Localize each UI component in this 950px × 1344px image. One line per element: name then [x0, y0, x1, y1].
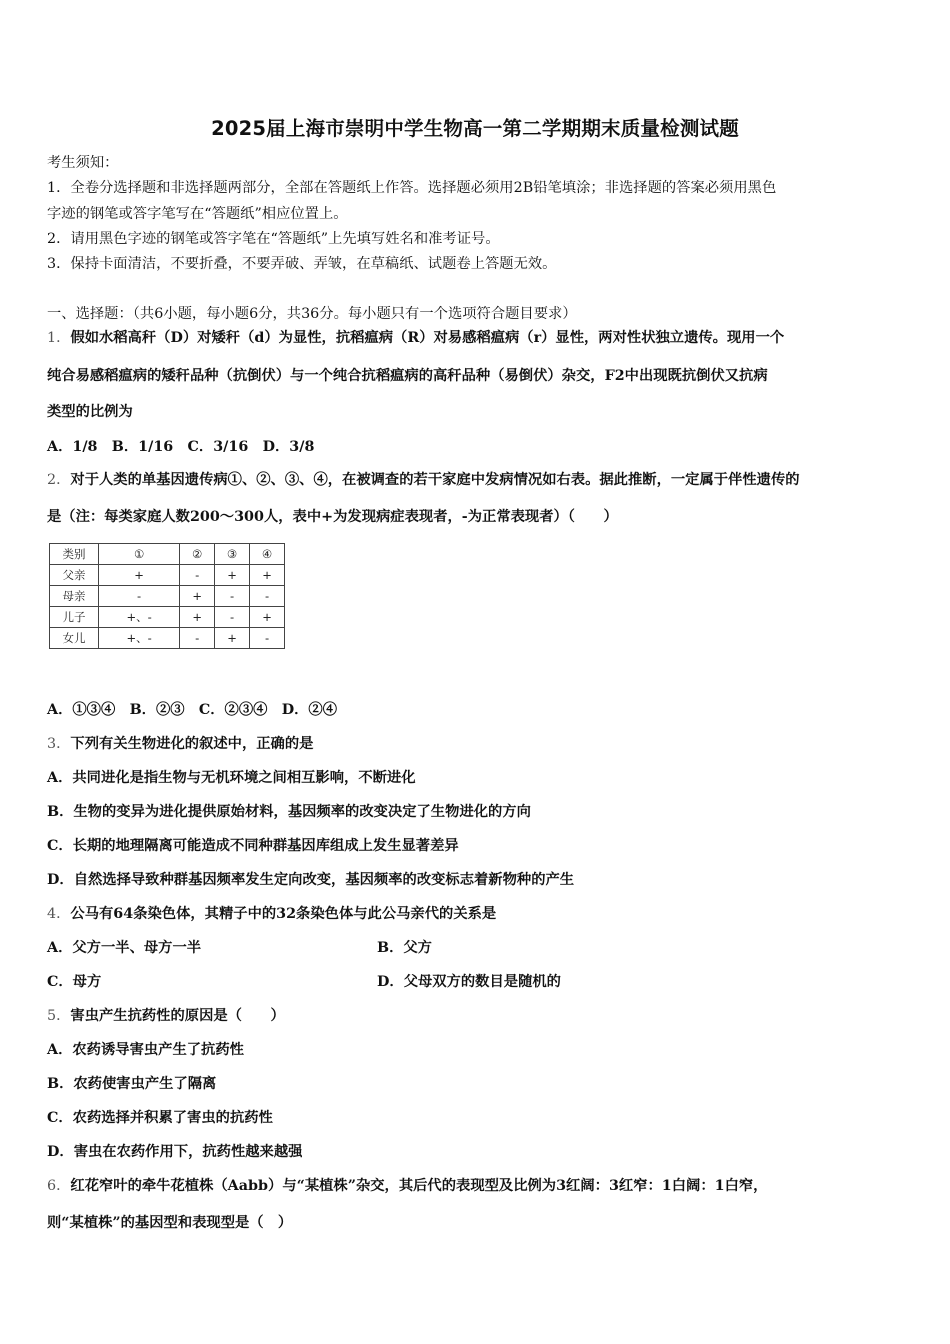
table-header-cell: ③	[215, 544, 250, 565]
table-cell: -	[180, 565, 215, 586]
table-cell: 母亲	[50, 586, 99, 607]
table-cell: +	[250, 607, 285, 628]
answer-options: A．1/8 B．1/16 C．3/16 D．3/8	[47, 439, 315, 455]
question-stem: 下列有关生物进化的叙述中，正确的是	[70, 736, 314, 752]
table-row	[50, 628, 285, 649]
question-3	[47, 733, 313, 753]
answer-option: A．父方一半、母方一半	[47, 940, 202, 956]
question-stem: 纯合易感稻瘟病的矮秆品种（抗倒伏）与一个纯合抗稻瘟病的高秆品种（易倒伏）杂交，F2中出现既抗倒伏又抗病	[47, 368, 768, 384]
table-cell: +、-	[99, 628, 180, 649]
notice-line: 字迹的钢笔或答字笔写在“答题纸”相应位置上。	[47, 206, 348, 222]
table-cell: +	[99, 565, 180, 586]
question-number: 6．	[47, 1178, 71, 1194]
notice-line: 3．保持卡面清洁，不要折叠，不要弄破、弄皱，在草稿纸、试题卷上答题无效。	[47, 256, 557, 272]
table-cell: 儿子	[50, 607, 99, 628]
table-row	[50, 586, 285, 607]
table-header-cell: ①	[99, 544, 180, 565]
question-stem: 假如水稻高秆（D）对矮秆（d）为显性，抗稻瘟病（R）对易感稻瘟病（r）显性，两对性状独立遗传。现用一个	[70, 330, 785, 346]
page-title: 2025届上海市崇明中学生物高一第二学期期末质量检测试题	[211, 117, 739, 140]
table-cell: -	[250, 586, 285, 607]
question-number: 2．	[47, 472, 71, 488]
notice-heading: 考生须知：	[47, 155, 119, 171]
table-cell: +	[180, 586, 215, 607]
question-number: 4．	[47, 906, 71, 922]
table-header-row	[50, 544, 285, 565]
answer-options: A．①③④ B．②③ C．②③④ D．②④	[47, 702, 337, 718]
question-stem: 害虫产生抗药性的原因是（ ）	[70, 1008, 285, 1024]
table-cell: +	[180, 607, 215, 628]
question-stem: 是（注：每类家庭人数200～300人，表中+为发现病症表现者，-为正常表现者）（ ）	[47, 509, 618, 525]
table-cell: +	[215, 565, 250, 586]
answer-option: D．自然选择导致种群基因频率发生定向改变，基因频率的改变标志着新物种的产生	[47, 872, 575, 888]
answer-option: D．父母双方的数目是随机的	[377, 974, 561, 990]
answer-option: C．母方	[47, 974, 102, 990]
question-2	[47, 469, 800, 489]
table-header-cell: ④	[250, 544, 285, 565]
question-5	[47, 1005, 285, 1025]
question-6	[47, 1175, 767, 1195]
table-header-cell: ②	[180, 544, 215, 565]
answer-option: C．长期的地理隔离可能造成不同种群基因库组成上发生显著差异	[47, 838, 459, 854]
answer-option: A．共同进化是指生物与无机环境之间相互影响，不断进化	[47, 770, 416, 786]
notice-line: 1．全卷分选择题和非选择题两部分，全部在答题纸上作答。选择题必须用2B铅笔填涂；非选择题的答案必须用黑色	[47, 180, 777, 196]
answer-option: D．害虫在农药作用下，抗药性越来越强	[47, 1144, 303, 1160]
question-stem: 公马有64条染色体，其精子中的32条染色体与此公马亲代的关系是	[70, 906, 497, 922]
table-cell: -	[215, 586, 250, 607]
question-stem: 对于人类的单基因遗传病①、②、③、④，在被调查的若干家庭中发病情况如右表。据此推断，一定属于伴性遗传的	[70, 472, 800, 488]
table-cell: -	[250, 628, 285, 649]
table-cell: -	[180, 628, 215, 649]
answer-option: B．父方	[377, 940, 432, 956]
table-row	[50, 565, 285, 586]
section-heading: 一、选择题：（共6小题，每小题6分，共36分。每小题只有一个选项符合题目要求）	[47, 306, 577, 322]
table-row	[50, 607, 285, 628]
question-stem: 则“某植株”的基因型和表现型是（ ）	[47, 1215, 293, 1231]
question-stem: 类型的比例为	[47, 404, 133, 420]
question-4	[47, 903, 496, 923]
answer-option: A．农药诱导害虫产生了抗药性	[47, 1042, 244, 1058]
answer-option: B．农药使害虫产生了隔离	[47, 1076, 217, 1092]
table-cell: 父亲	[50, 565, 99, 586]
question-stem: 红花窄叶的牵牛花植株（Aabb）与“某植株”杂交，其后代的表现型及比例为3红阔：3红窄：1白阔：1白窄，	[70, 1178, 768, 1194]
question-number: 5．	[47, 1008, 71, 1024]
question-number: 3．	[47, 736, 71, 752]
answer-option: B．生物的变异为进化提供原始材料，基因频率的改变决定了生物进化的方向	[47, 804, 531, 820]
answer-option: C．农药选择并积累了害虫的抗药性	[47, 1110, 273, 1126]
question-1	[47, 327, 784, 347]
table-cell: +、-	[99, 607, 180, 628]
table-cell: +	[250, 565, 285, 586]
table-cell: -	[99, 586, 180, 607]
table-cell: 女儿	[50, 628, 99, 649]
table-cell: -	[215, 607, 250, 628]
survey-table	[49, 543, 285, 649]
question-number: 1．	[47, 330, 71, 346]
table-header-cell: 类别	[50, 544, 99, 565]
notice-line: 2．请用黑色字迹的钢笔或答字笔在“答题纸”上先填写姓名和准考证号。	[47, 231, 500, 247]
table-cell: +	[215, 628, 250, 649]
